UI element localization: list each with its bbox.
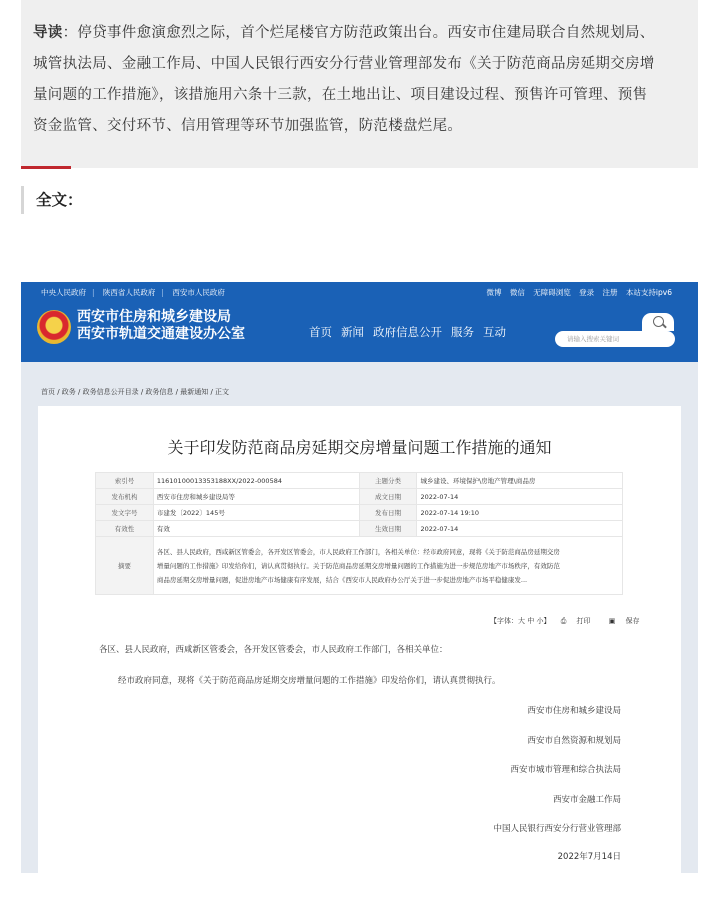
meta-key: 有效性 [96,521,154,537]
nav-item-interact[interactable]: 互动 [483,325,506,339]
font-size-control[interactable]: 【字体：大 中 小】 [490,617,551,625]
summary-line: 商品房延期交房增量问题，促进房地产市场健康有序发展，结合《西安市人民政府办公厅关于进一步促进房地产市场平稳健康发... [156,575,528,584]
doc-tools [490,616,656,626]
summary-line: 增量问题的工作措施》印发给你们，请认真贯彻执行。关于防范商品房延期交房增量问题的工作措施为进一步规范房地产市场秩序，有效防范 [156,561,560,570]
meta-key: 生效日期 [359,521,417,537]
meta-key: 主题分类 [359,473,417,489]
meta-value: 2022-07-14 [417,521,623,537]
signature-line: 西安市自然资源和规划局 [527,736,621,746]
top-link[interactable]: 中央人民政府 [41,287,86,297]
intro-text [33,18,686,142]
table-row [96,473,623,489]
nav-item-news[interactable]: 新闻 [341,325,364,339]
print-icon: ⎙ [560,617,567,625]
document-panel [38,406,681,873]
national-emblem-icon [37,310,71,344]
top-right-link[interactable]: 微博 [486,287,502,297]
top-link[interactable]: 西安市人民政府 [172,287,225,297]
meta-key: 成文日期 [359,489,417,505]
site-name-line: 西安市住房和城乡建设局 [77,309,231,325]
nav-item-service[interactable]: 服务 [451,325,474,339]
save-icon: ▣ [608,617,616,625]
nav-item-info[interactable]: 政府信息公开 [373,325,442,339]
intro-line: ：停贷事件愈演愈烈之际，首个烂尾楼官方防范政策出台。西安市住建局联合自然规划局、 [62,25,655,41]
embedded-screenshot [21,282,698,873]
signature-line: 西安市住房和城乡建设局 [527,706,621,716]
meta-value: 2022-07-14 19:10 [417,505,623,521]
summary-cell [153,537,622,595]
table-row [96,505,623,521]
table-row [96,489,623,505]
meta-key: 发布日期 [359,505,417,521]
top-right-link[interactable]: 登录 [579,287,595,297]
save-button[interactable] [609,617,648,625]
signature-line: 中国人民银行西安分行营业管理部 [493,824,621,834]
intro-box [21,0,698,168]
table-row [96,521,623,537]
breadcrumb[interactable]: 首页 / 政务 / 政务信息公开目录 / 政务信息 / 最新通知 / 正文 [41,388,230,396]
summary-line: 各区、县人民政府，西咸新区管委会，各开发区管委会，市人民政府工作部门，各相关单位：经市政府同意，现将《关于防范商品房延期交房 [156,547,560,556]
addressee: 各区、县人民政府，西咸新区管委会，各开发区管委会，市人民政府工作部门，各相关单位： [99,645,448,655]
search-input[interactable]: 请输入搜索关键词 [555,331,675,347]
print-label: 打印 [576,617,591,625]
intro-line: 城管执法局、金融工作局、中国人民银行西安分行营业管理部发布《关于防范商品房延期交房增 [33,56,655,72]
main-nav [309,324,506,340]
search-icon[interactable] [642,313,674,331]
meta-key: 发布机构 [96,489,154,505]
site-top-bar: 中央人民政府 | 陕西省人民政府 | 西安市人民政府 微博 微信 无障碍浏览 登录 注册 本站支持ipv6 [21,282,698,302]
nav-item-home[interactable]: 首页 [309,325,332,339]
signature-line: 西安市城市管理和综合执法局 [510,765,621,775]
top-right-link[interactable]: 无障碍浏览 [533,287,571,297]
meta-value: 西安市住房和城乡建设局等 [153,489,359,505]
print-button[interactable] [561,617,599,625]
save-label: 保存 [625,617,640,625]
meta-key: 发文字号 [96,505,154,521]
meta-value: 2022-07-14 [417,489,623,505]
body-paragraph: 经市政府同意，现将《关于防范商品房延期交房增量问题的工作措施》印发给你们，请认真贯彻执行。 [118,676,501,686]
page-title: 关于印发防范商品房延期交房增量问题工作措施的通知 [167,438,552,457]
top-link[interactable]: 陕西省人民政府 [102,287,156,297]
meta-value: 有效 [153,521,359,537]
site-name [77,309,245,343]
top-right-link[interactable]: 注册 [602,287,618,297]
table-row [96,537,623,595]
top-right-link[interactable]: 本站支持ipv6 [625,287,672,297]
meta-key: 摘要 [96,537,154,595]
intro-line: 资金监管、交付环节、信用管理等环节加强监管，防范楼盘烂尾。 [33,118,463,134]
site-name-line: 西安市轨道交通建设办公室 [77,326,245,342]
meta-key: 索引号 [96,473,154,489]
fulltext-heading: 全文： [21,186,83,214]
intro-lead-label: 导读 [33,25,63,41]
intro-line: 量问题的工作措施》，该措施用六条十三款，在土地出让、项目建设过程、预售许可管理、预售 [33,87,648,103]
meta-value: 市建发〔2022〕145号 [153,505,359,521]
site-header [21,302,698,362]
top-right-link[interactable]: 微信 [509,287,525,297]
signature-line: 西安市金融工作局 [552,795,621,805]
intro-accent-bar [21,166,71,169]
meta-value: 城乡建设、环境保护\房地产管理\商品房 [417,473,623,489]
meta-table [95,472,623,595]
meta-value: 11610100013353188XX/2022-000584 [153,473,359,489]
signature-date: 2022年7月14日 [557,852,621,862]
